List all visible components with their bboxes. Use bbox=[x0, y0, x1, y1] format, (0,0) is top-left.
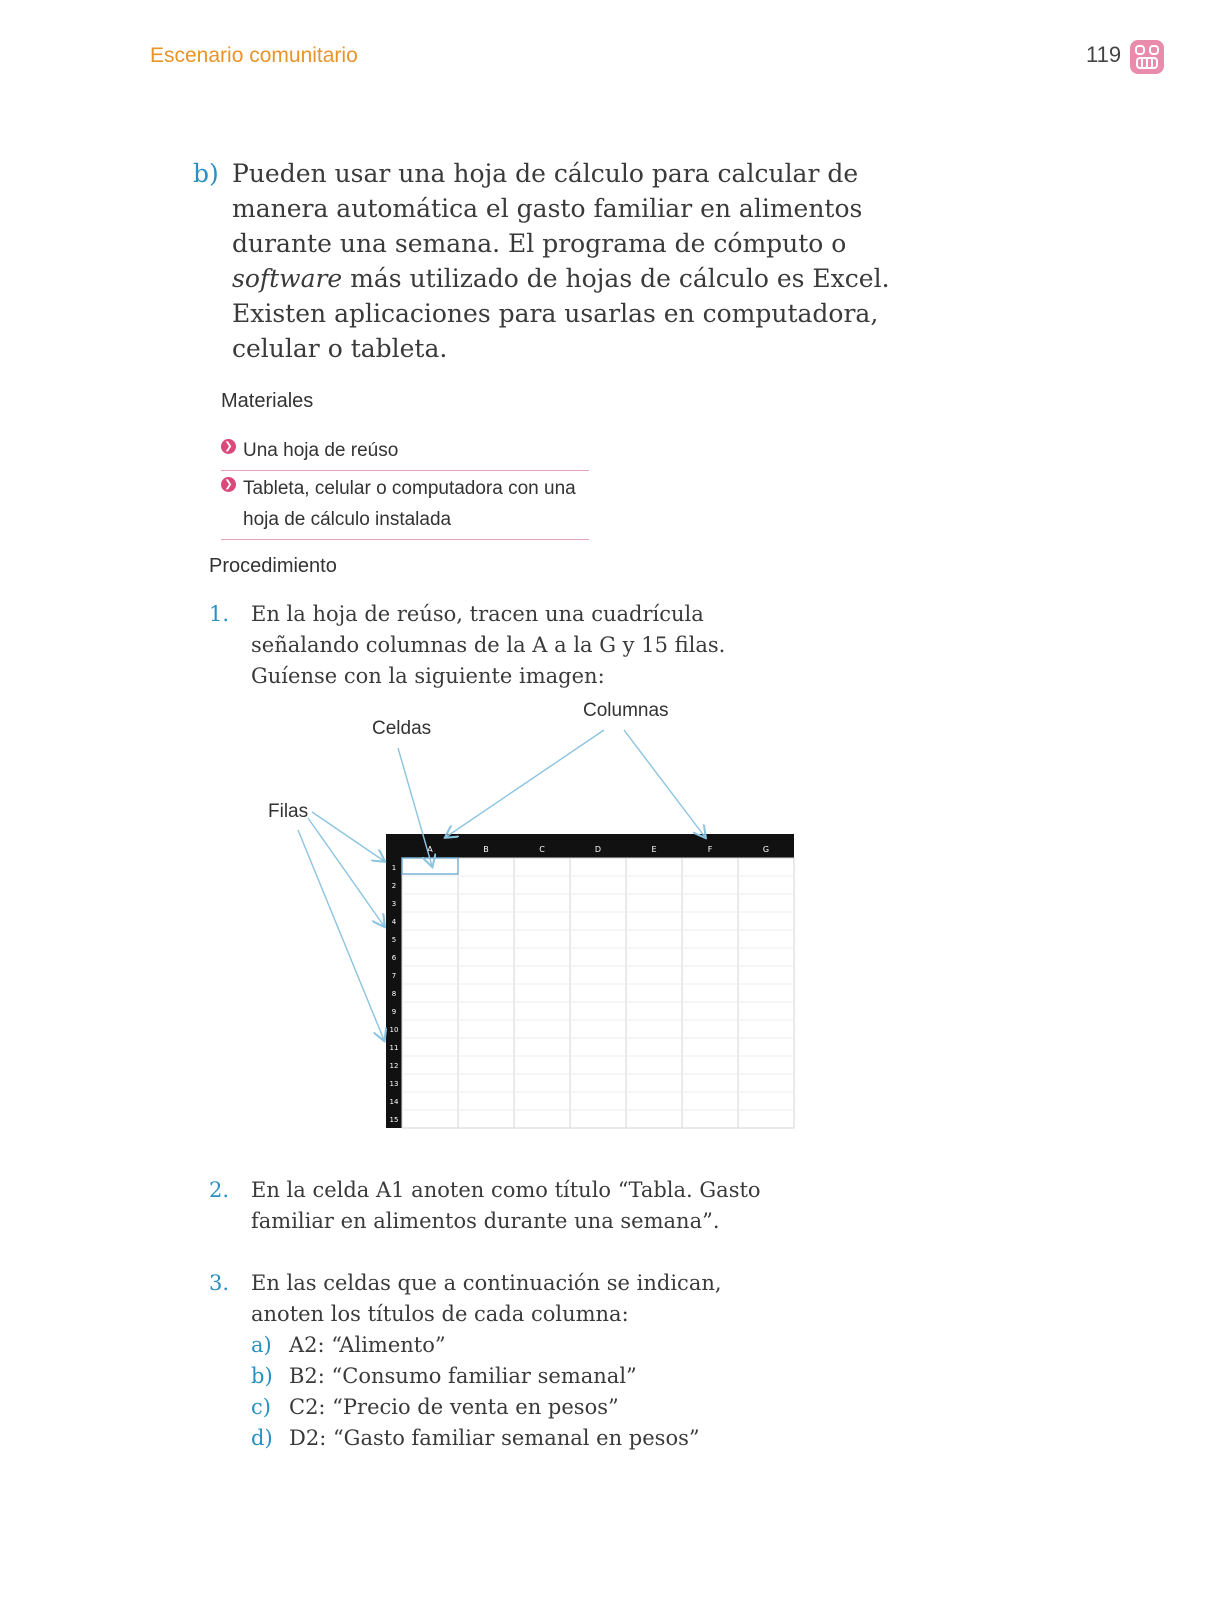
row-header: 10 bbox=[389, 1026, 399, 1034]
row-header: 4 bbox=[391, 918, 397, 926]
arrow-rows bbox=[312, 812, 384, 861]
step-2: 2. En la celda A1 anoten como título “Tabla. Gasto familiar en alimentos durante una semana”. bbox=[209, 1175, 809, 1237]
row-header: 1 bbox=[391, 864, 397, 872]
row-header: 6 bbox=[391, 954, 397, 962]
column-header: C bbox=[539, 845, 545, 854]
chevron-right-icon: ❯ bbox=[221, 477, 236, 492]
sub-item: c) C2: “Precio de venta en pesos” bbox=[251, 1395, 619, 1419]
column-header: A bbox=[427, 845, 433, 854]
intro-marker: b) bbox=[193, 159, 219, 188]
row-header: 5 bbox=[391, 936, 397, 944]
column-header: B bbox=[483, 845, 489, 854]
label-cells: Celdas bbox=[372, 718, 432, 739]
arrow-rows bbox=[308, 818, 384, 926]
chevron-right-icon: ❯ bbox=[221, 439, 236, 454]
column-header-bar bbox=[386, 834, 794, 858]
row-header: 13 bbox=[389, 1080, 399, 1088]
spreadsheet-diagram bbox=[260, 700, 800, 1124]
intro-line: Pueden usar una hoja de cálculo para calcular de bbox=[232, 159, 859, 188]
row-header: 9 bbox=[391, 1008, 397, 1016]
step-1: 1. En la hoja de reúso, tracen una cuadrícula señalando columnas de la A a la G y 15 filas. Guíense con la siguiente imagen: bbox=[209, 599, 809, 692]
intro-line: manera automática el gasto familiar en alimentos bbox=[232, 194, 863, 223]
intro-italic-word: software bbox=[232, 264, 343, 293]
intro-line: celular o tableta. bbox=[232, 334, 448, 363]
materials-list bbox=[221, 433, 589, 540]
step-number: 3. bbox=[209, 1271, 230, 1295]
list-item: ❯ Tableta, celular o computadora con una hoja de cálculo instalada bbox=[221, 471, 589, 540]
column-header: G bbox=[762, 845, 770, 854]
list-item: ❯ Una hoja de reúso bbox=[221, 433, 589, 471]
sub-item: d) D2: “Gasto familiar semanal en pesos” bbox=[251, 1426, 700, 1450]
row-header: 11 bbox=[389, 1044, 399, 1052]
row-header: 7 bbox=[391, 972, 397, 980]
column-header: F bbox=[707, 845, 713, 854]
row-header: 8 bbox=[391, 990, 397, 998]
row-header: 3 bbox=[391, 900, 397, 908]
sub-item: b) B2: “Consumo familiar semanal” bbox=[251, 1364, 637, 1388]
label-rows: Filas bbox=[268, 801, 309, 822]
column-header: D bbox=[594, 845, 602, 854]
section-title: Escenario comunitario bbox=[150, 44, 358, 67]
pink-glyph-badge-icon bbox=[1130, 40, 1164, 74]
intro-line: durante una semana. El programa de cómputo o bbox=[232, 229, 847, 258]
label-columns: Columnas bbox=[583, 700, 669, 721]
arrow-columns bbox=[446, 730, 604, 837]
sub-item: a) A2: “Alimento” bbox=[251, 1333, 446, 1357]
column-header: E bbox=[651, 845, 657, 854]
materials-heading: Materiales bbox=[221, 390, 314, 412]
page-number: 119 bbox=[1086, 42, 1122, 67]
row-header: 12 bbox=[389, 1062, 399, 1070]
row-header: 15 bbox=[389, 1116, 399, 1124]
step-number: 1. bbox=[209, 602, 230, 626]
sheet-grid bbox=[402, 858, 794, 1128]
step-3: 3. En las celdas que a continuación se indican, anoten los títulos de cada columna: a) A2: “Alimento” b) B2: “Consumo familiar semanal” c) C2: “Precio de venta en pesos” d) D2: “Gasto familiar semanal en pesos” bbox=[209, 1268, 809, 1454]
intro-line: software más utilizado de hojas de cálculo es Excel. bbox=[232, 264, 890, 293]
procedure-heading: Procedimiento bbox=[209, 555, 337, 577]
arrow-columns bbox=[624, 730, 705, 837]
step-number: 2. bbox=[209, 1178, 230, 1202]
intro-paragraph bbox=[193, 156, 893, 366]
intro-line: Existen aplicaciones para usarlas en computadora, bbox=[232, 299, 879, 328]
row-header: 14 bbox=[389, 1098, 399, 1106]
row-header: 2 bbox=[391, 882, 397, 890]
arrow-rows bbox=[298, 830, 384, 1040]
